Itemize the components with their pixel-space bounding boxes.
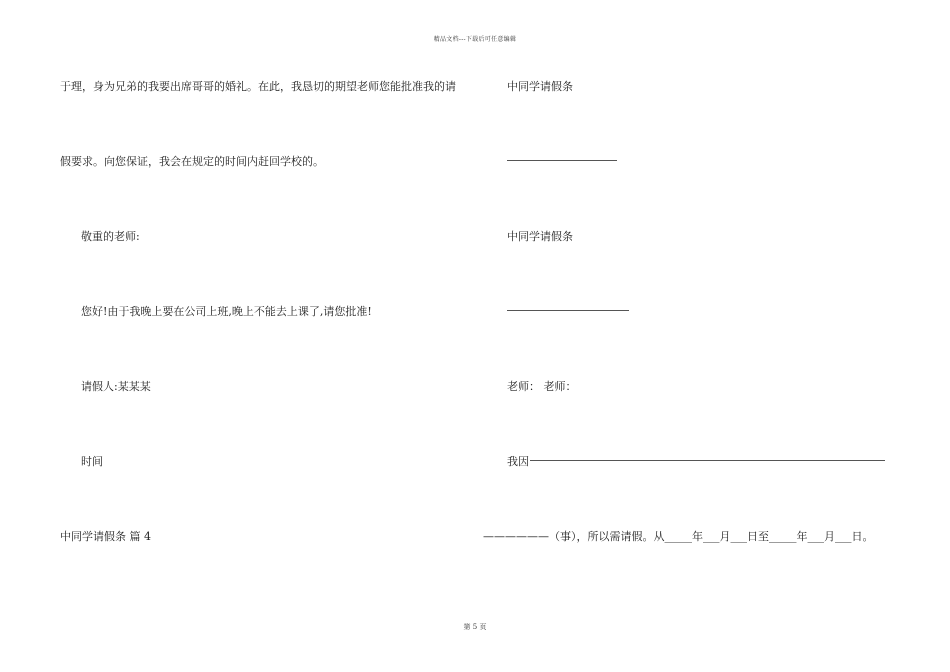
body-line-2: 假要求。向您保证，我会在规定的时间内赶回学校的。	[60, 155, 324, 168]
right-title-1: 中同学请假条	[507, 80, 573, 93]
section-heading: 中同学请假条 篇 4	[60, 530, 151, 543]
teacher-line: 老师： 老师：	[507, 380, 577, 393]
reason-rule	[530, 460, 885, 461]
page-header: 精品文档---下载后可任意编辑	[433, 36, 517, 43]
date-range-line: ——————（事），所以需请假。从_____年___月___日至_____年___月___日。	[483, 530, 874, 543]
page-footer: 第 5 页	[463, 623, 487, 631]
requester: 请假人:某某某	[81, 380, 151, 393]
reason-prefix: 我因	[507, 455, 529, 468]
time-label: 时间	[81, 455, 103, 468]
body-line-1: 于理，身为兄弟的我要出席哥哥的婚礼。在此，我恳切的期望老师您能批准我的请	[60, 80, 456, 93]
blank-rule-1	[507, 160, 617, 161]
blank-rule-2	[507, 310, 629, 311]
salutation: 敬重的老师:	[81, 230, 140, 243]
request-text: 您好!由于我晚上要在公司上班,晚上不能去上课了,请您批准!	[81, 305, 372, 318]
right-title-2: 中同学请假条	[507, 230, 573, 243]
